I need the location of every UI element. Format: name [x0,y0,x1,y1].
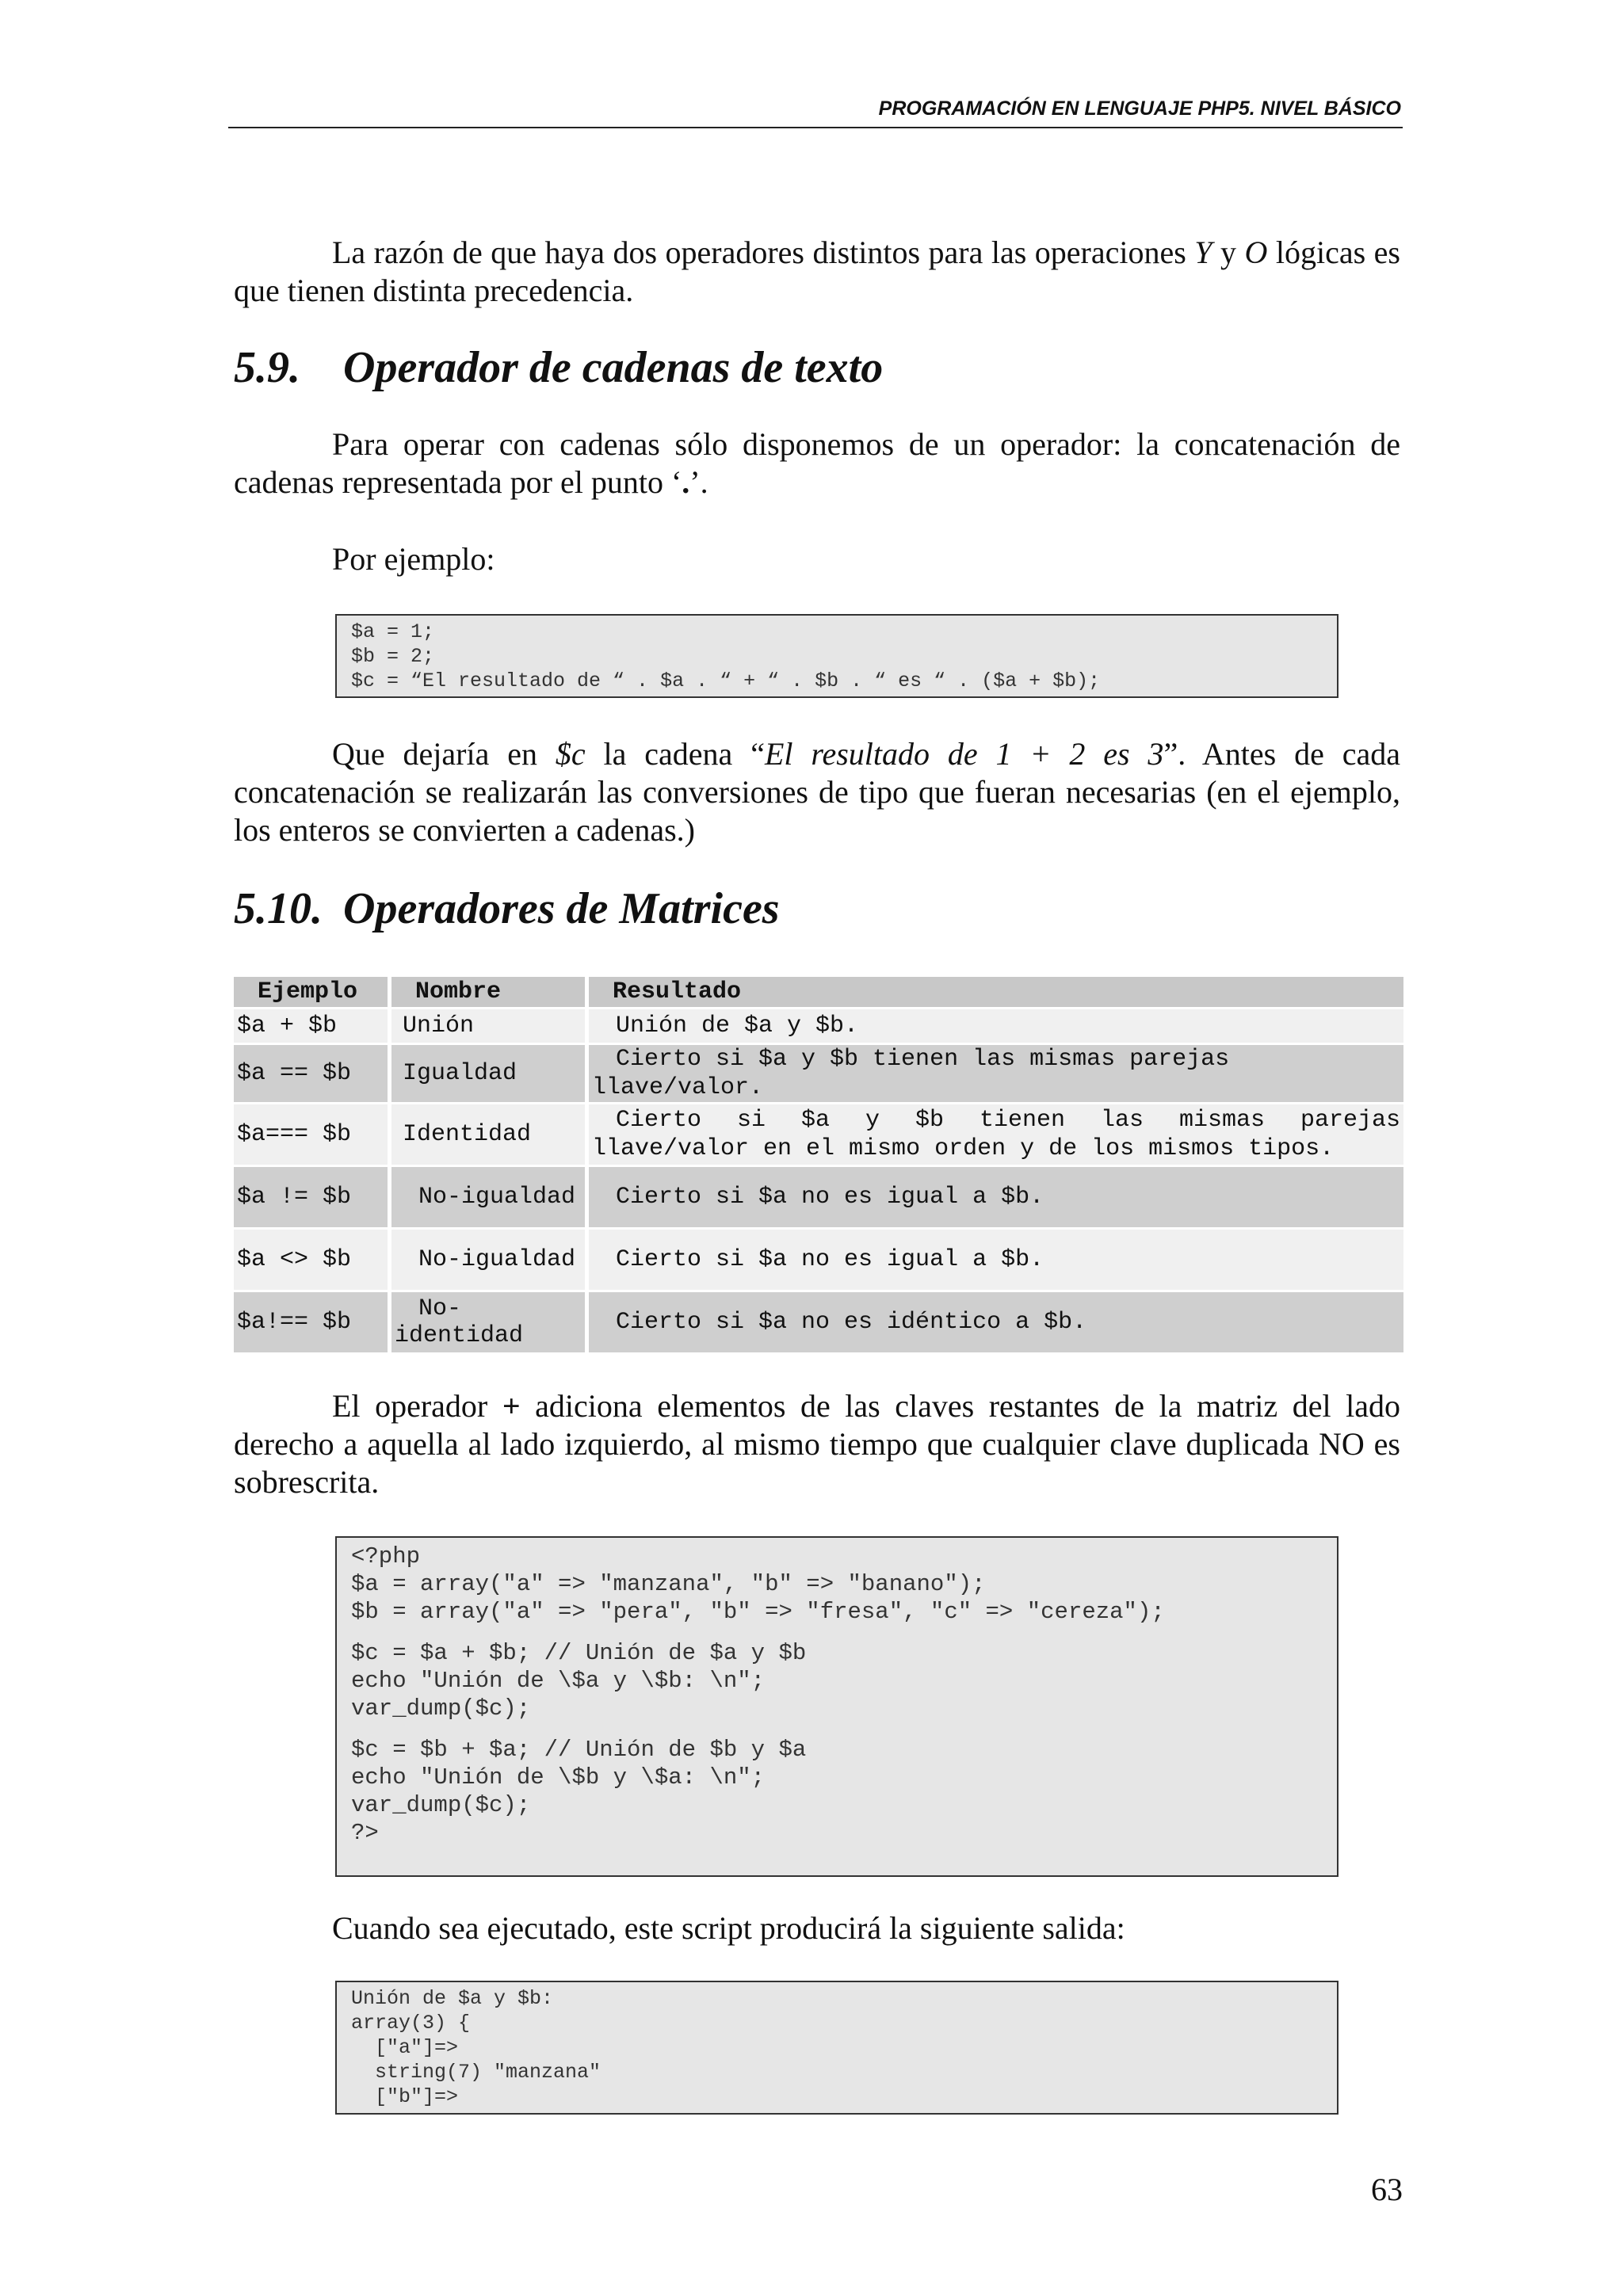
code-line: echo "Unión de \$b y \$a: \n"; [351,1764,766,1791]
plus-text-end: adiciona elementos de las claves restantes de la matriz del lado derecho a aquella al lado izquierdo, al mismo tiempo que cualquier clave duplicada NO es sobrescrita. [234,1388,1400,1500]
table-row [234,1292,1403,1352]
section-title: Operadores de Matrices [343,884,780,933]
plus-text-start: El operador [332,1388,502,1424]
result-variable: $c [555,736,586,772]
code-line: echo "Unión de \$a y \$b: \n"; [351,1668,766,1694]
table-row [234,1230,1403,1290]
code-line: $c = $a + $b; // Unión de $a y $b [351,1640,807,1666]
code-line: $a = 1; [351,620,435,643]
table-cell-nombre: Igualdad [391,1045,589,1102]
code-line: var_dump($c); [351,1695,531,1722]
table-cell-ejemplo: $a <> $b [234,1230,391,1290]
section-heading-5-9 [234,342,883,393]
table-header-row [234,977,1403,1007]
code-line: $c = “El resultado de “ . $a . “ + “ . $b . “ es “ . ($a + $b); [351,669,1101,692]
code-line: ?> [351,1820,379,1846]
result-suffix: ”. Antes de cada concatenación se realizarán las conversiones de tipo que fueran necesarias (en el ejemplo, los enteros se convierten a cadenas.) [234,736,1400,848]
result-mid: la cadena “ [585,736,765,772]
output-line: Unión de $a y $b: [351,1987,554,2010]
section-number: 5.10. [234,884,323,933]
code-line: <?php [351,1543,421,1569]
section-heading-5-10 [234,883,780,934]
table-cell-ejemplo: $a + $b [234,1009,391,1043]
table-cell-nombre: Identidad [391,1104,589,1165]
output-line: ["b"]=> [351,2085,459,2108]
plus-symbol: + [502,1388,521,1424]
plus-operator-paragraph [234,1387,1400,1501]
section-title: Operador de cadenas de texto [343,343,884,392]
column-header: Resultado [589,977,1403,1007]
intro-text-end: lógicas es que tienen distinta precedencia. [234,235,1401,308]
concat-text: Para operar con cadenas sólo disponemos de un operador: la concatenación de cadenas representada por el punto ‘ [234,426,1400,500]
concat-dot: . [682,464,690,500]
code-blank-gap [351,1722,1323,1736]
table-row [234,1167,1403,1227]
intro-paragraph [234,234,1400,310]
table-cell-ejemplo: $a=== $b [234,1104,391,1165]
array-operators-table [234,974,1403,1355]
page-number: 63 [1371,2172,1403,2207]
example-intro: Por ejemplo: [332,541,495,577]
code-line: $c = $b + $a; // Unión de $b y $a [351,1737,807,1763]
table-cell-nombre: Unión [391,1009,589,1043]
code-line: var_dump($c); [351,1792,531,1818]
table-cell-nombre: No-identidad [391,1292,589,1352]
intro-o-italic: O [1244,235,1268,270]
running-header: PROGRAMACIÓN EN LENGUAJE PHP5. NIVEL BÁSICO [878,97,1401,120]
section-number: 5.9. [234,343,300,392]
result-paragraph [234,735,1400,849]
output-intro: Cuando sea ejecutado, este script producirá la siguiente salida: [332,1910,1125,1946]
table-cell-resultado: Cierto si $a no es idéntico a $b. [589,1292,1403,1352]
code-example-concat [335,614,1338,698]
table-cell-resultado: Cierto si $a y $b tienen las mismas parejas llave/valor. [589,1045,1403,1102]
table-cell-resultado: Cierto si $a y $b tienen las mismas parejas llave/valor en el mismo orden y de los mismos tipos. [589,1104,1403,1165]
table-cell-ejemplo: $a == $b [234,1045,391,1102]
code-blank-gap [351,1626,1323,1639]
table-cell-ejemplo: $a != $b [234,1167,391,1227]
table-cell-nombre: No-igualdad [391,1230,589,1290]
column-header: Ejemplo [234,977,391,1007]
code-output [335,1981,1338,2115]
code-line: $b = 2; [351,645,435,668]
table-row [234,1045,1403,1102]
header-rule [228,127,1403,128]
table-cell-nombre: No-igualdad [391,1167,589,1227]
concat-paragraph [234,425,1400,502]
code-example-union [335,1536,1338,1877]
output-line: ["a"]=> [351,2036,459,2059]
intro-text-start: La razón de que haya dos operadores distintos para las operaciones [332,235,1195,270]
result-prefix: Que dejaría en [332,736,556,772]
result-string: El resultado de 1 + 2 es 3 [764,736,1164,772]
concat-text-end: ’. [689,464,708,500]
table-row [234,1104,1403,1165]
table-row [234,1009,1403,1043]
output-line: string(7) "manzana" [351,2061,601,2084]
column-header: Nombre [391,977,589,1007]
intro-y-italic: Y [1194,235,1212,270]
table-cell-ejemplo: $a!== $b [234,1292,391,1352]
table-cell-resultado: Cierto si $a no es igual a $b. [589,1230,1403,1290]
intro-text-between: y [1212,235,1245,270]
table-cell-resultado: Unión de $a y $b. [589,1009,1403,1043]
code-line: $a = array("a" => "manzana", "b" => "banano"); [351,1571,986,1597]
table-cell-resultado: Cierto si $a no es igual a $b. [589,1167,1403,1227]
output-line: array(3) { [351,2012,471,2035]
code-line: $b = array("a" => "pera", "b" => "fresa", "c" => "cereza"); [351,1599,1165,1625]
